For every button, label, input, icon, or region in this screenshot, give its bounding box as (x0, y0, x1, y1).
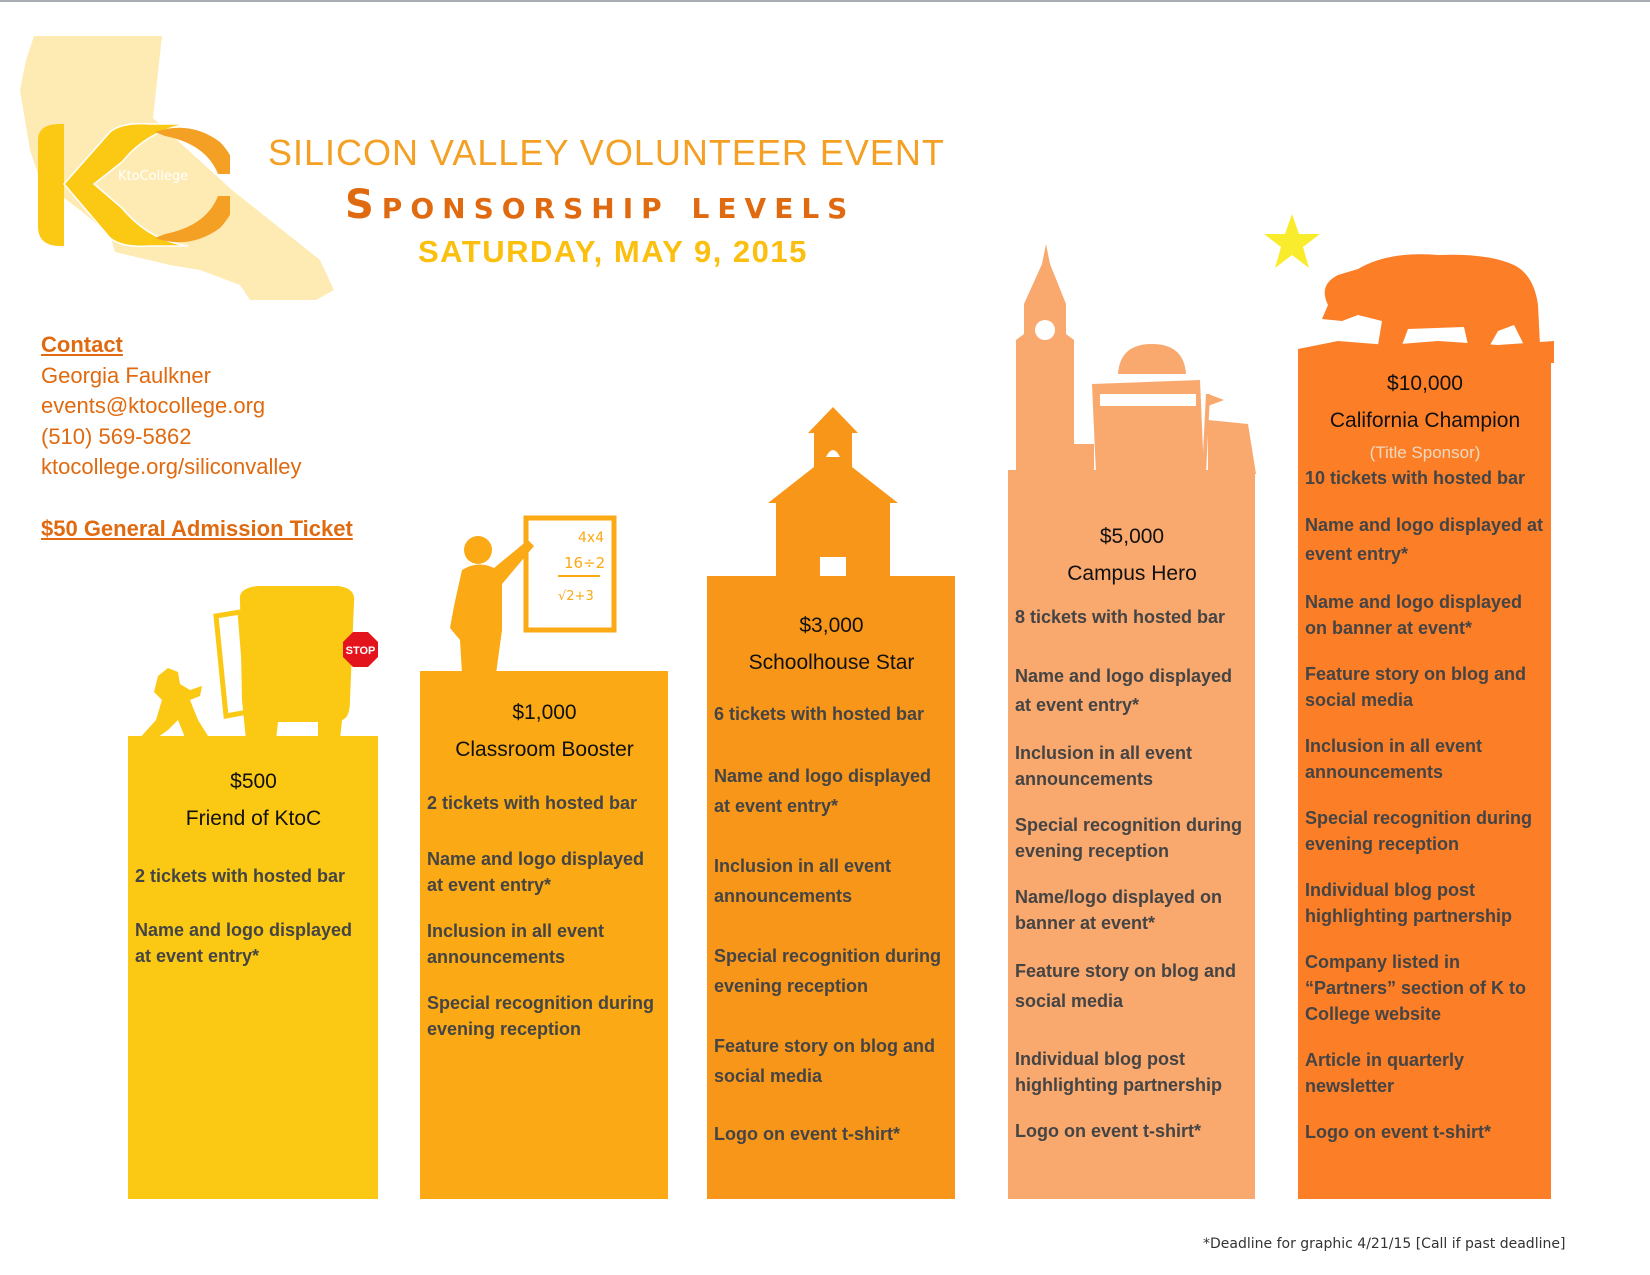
level-price: $3,000 (799, 614, 864, 637)
schoolhouse-illustration (748, 405, 918, 580)
footnote: *Deadline for graphic 4/21/15 [Call if past deadline] (1203, 1236, 1566, 1252)
benefit-item: Inclusion in all event announcements (427, 921, 605, 967)
benefit-item: 10 tickets with hosted bar (1305, 468, 1526, 488)
california-bear-illustration (1298, 245, 1554, 363)
contact-heading: Contact (41, 332, 123, 357)
level-name: Friend of KtoC (185, 807, 322, 830)
benefit-item: Name and logo displayed at event entry* (135, 920, 353, 966)
benefit-item: Inclusion in all event announcements (714, 856, 892, 906)
level-price: $1,000 (512, 701, 577, 724)
benefit-item: Name and logo displayed at event entry* (427, 849, 645, 895)
schoolhouse-icon (748, 405, 918, 580)
benefit-list (135, 863, 372, 969)
sponsor-level-1000 (420, 671, 668, 1199)
event-date: SATURDAY, MAY 9, 2015 (418, 234, 808, 269)
california-bear-icon (1298, 245, 1554, 363)
page-title: Sponsorship levels (345, 182, 856, 228)
svg-text:16÷2: 16÷2 (564, 554, 606, 572)
ktocollege-logo (30, 122, 230, 248)
level-name: Campus Hero (1067, 562, 1197, 585)
teacher-chalkboard-icon (440, 510, 640, 674)
level-name: Schoolhouse Star (748, 651, 915, 674)
event-title: SILICON VALLEY VOLUNTEER EVENT (268, 132, 945, 173)
teacher-illustration (440, 510, 640, 674)
campus-clocktower-icon (1008, 244, 1258, 474)
benefit-item: Logo on event t-shirt* (1305, 1122, 1491, 1142)
benefit-item: Name and logo displayed at event entry* (714, 766, 932, 816)
benefit-list (427, 790, 662, 1042)
benefit-item: Inclusion in all event announcements (1015, 743, 1193, 789)
sponsor-level-5000 (1008, 470, 1255, 1199)
benefit-item: 6 tickets with hosted bar (714, 704, 925, 724)
contact-email-link[interactable]: events@ktocollege.org (41, 393, 266, 418)
benefit-item: Special recognition during evening reception (427, 993, 655, 1039)
benefit-list (714, 701, 949, 1147)
contact-website-link[interactable]: ktocollege.org/siliconvalley (41, 454, 302, 479)
benefit-item: 8 tickets with hosted bar (1015, 607, 1226, 627)
level-price: $10,000 (1387, 372, 1463, 395)
benefit-list (1305, 465, 1545, 1145)
contact-phone: (510) 569-5862 (41, 423, 192, 449)
level-name: California Champion (1329, 409, 1521, 432)
title-sponsor-label: (Title Sponsor) (1369, 443, 1481, 462)
campus-illustration (1008, 244, 1258, 474)
school-bus-icon (128, 580, 408, 742)
benefit-item: Special recognition during evening reception (1305, 808, 1533, 854)
benefit-item: Inclusion in all event announcements (1305, 736, 1483, 782)
benefit-item: Article in quarterly newsletter (1305, 1050, 1465, 1096)
benefit-item: Name and logo displayed on banner at event* (1305, 592, 1523, 638)
sponsor-level-500 (128, 740, 378, 1199)
benefit-item: 2 tickets with hosted bar (135, 866, 346, 886)
benefit-item: Special recognition during evening reception (1015, 815, 1243, 861)
benefit-item: Name and logo displayed at event entry* (1015, 666, 1233, 715)
benefit-item: Feature story on blog and social media (714, 1036, 936, 1086)
benefit-item: Logo on event t-shirt* (714, 1124, 900, 1144)
benefit-item: 2 tickets with hosted bar (427, 793, 638, 813)
general-admission-ticket-link[interactable]: $50 General Admission Ticket (41, 515, 353, 541)
benefit-item: Individual blog post highlighting partnership (1015, 1049, 1222, 1095)
level-price: $500 (230, 770, 277, 793)
benefit-item: Name and logo displayed at event entry* (1305, 515, 1544, 564)
benefit-item: Name/logo displayed on banner at event* (1015, 887, 1223, 933)
sponsor-level-3000 (707, 576, 955, 1199)
benefit-item: Special recognition during evening reception (714, 946, 942, 996)
benefit-item: Individual blog post highlighting partnership (1305, 880, 1512, 926)
contact-name: Georgia Faulkner (41, 362, 211, 388)
svg-text:√2+3: √2+3 (558, 589, 594, 604)
benefit-item: Company listed in “Partners” section of K to College website (1305, 952, 1527, 1024)
sponsor-level-10000 (1298, 358, 1551, 1199)
benefit-list (1015, 604, 1249, 1144)
svg-text:STOP: STOP (345, 645, 376, 657)
benefit-item: Feature story on blog and social media (1305, 664, 1527, 710)
level-name: Classroom Booster (455, 738, 634, 761)
school-bus-illustration (128, 580, 408, 742)
svg-text:4x4: 4x4 (578, 530, 605, 546)
benefit-item: Feature story on blog and social media (1015, 961, 1237, 1011)
contact-block (41, 330, 353, 544)
svg-text:KtoCollege: KtoCollege (118, 169, 189, 184)
benefit-item: Logo on event t-shirt* (1015, 1121, 1201, 1141)
level-price: $5,000 (1099, 525, 1165, 548)
